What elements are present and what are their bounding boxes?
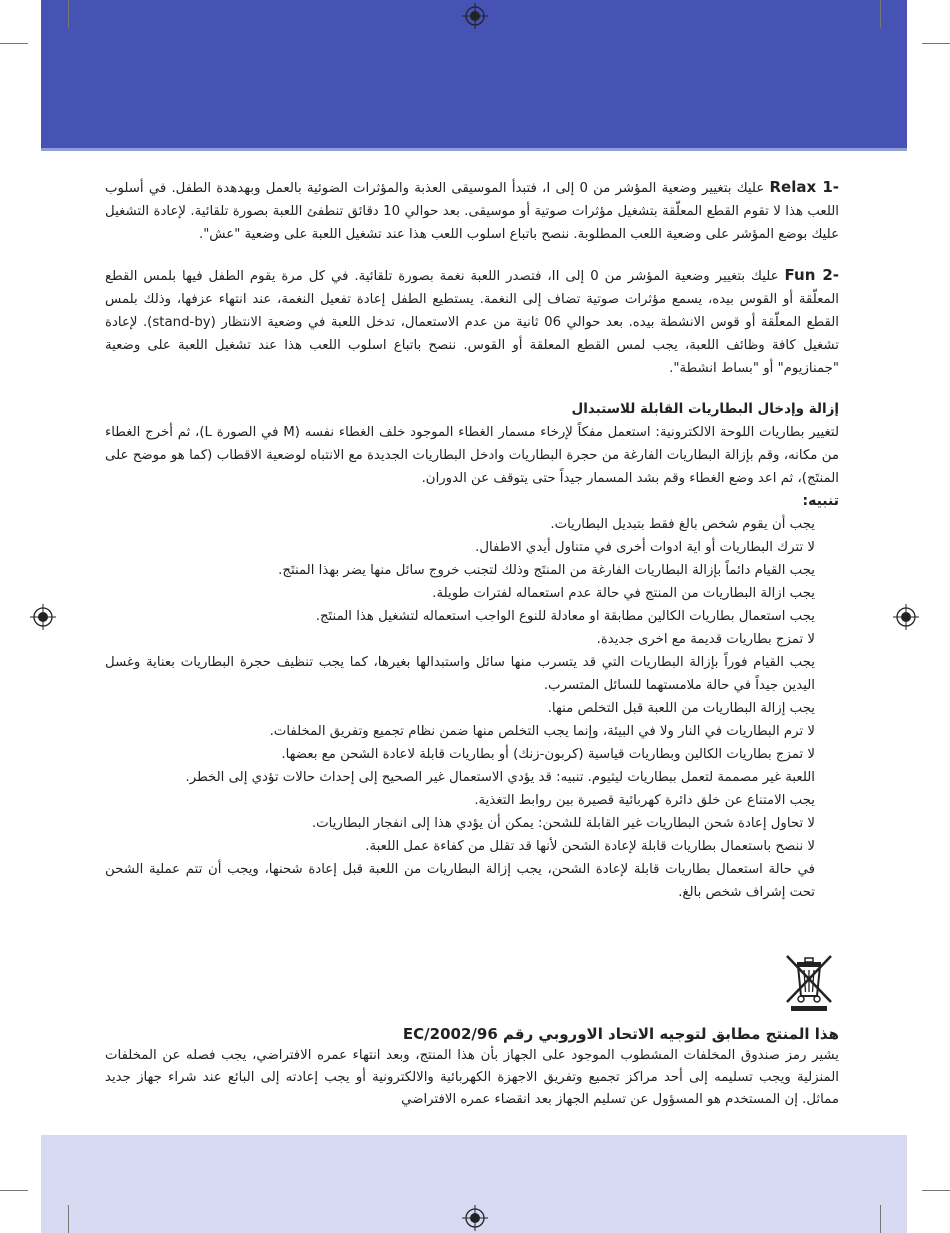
warning-item: لا ترم البطاريات في النار ولا في البيئة، وإنما يجب التخلص منها ضمن نظام تجميع وتفريق المخلفات. [269, 724, 815, 739]
warning-item: يجب القيام دائماً بإزالة البطاريات الفارغة من المنتَج وذلك لتجنب خروج سائل منها يضر بهذا المنتَج. [278, 563, 815, 578]
crop-mark [880, 1205, 881, 1233]
crop-mark [880, 0, 881, 28]
battery-instructions: لتغيير بطاريات اللوحة الالكترونية: استعمل مفكاً لإرخاء مسمار الغطاء الموجود خلف الغطاء نفسه (M في الصورة L)، ثم أخرج الغطاء من مكانه، وقم بإزالة البطاريات الفارغة من حجرة البطاريات وادخل البطاريات الجديدة مع الانتباه لوضعية الاقطاب (كما هو موضح على المنتَج)، ثم اعد وضع الغطاء وقم بشد المسمار جيداً حتى يتوقف عن الدوران. [105, 425, 839, 486]
warning-item: لا تمزج بطاريات الكالين وبطاريات قياسية (كربون-زنك) أو بطاريات قابلة لاعادة الشحن مع بعضها. [281, 747, 815, 762]
weee-text: يشير رمز صندوق المخلفات المشطوب الموجود على الجهاز بأن هذا المنتج، وبعد انتهاء عمره الافتراضي، يجب فصله عن المخلفات المنزلية ويجب تسليمه إلى أحد مراكز تجميع وتفريق الاجهزة الكهربائية والالكترونية أو يجب إعادته إلى البائع عند شراء جهاز جديد مماثل. إن المستخدم هو المسؤول عن تسليم الجهاز بعد انقضاء عمره الافتراضي [105, 1048, 839, 1107]
registration-mark-icon [462, 3, 488, 29]
fun-mode-lead: Fun 2- [784, 266, 839, 284]
battery-heading: إزالة وإدخال البطاريات القابلة للاستبدال [571, 401, 839, 417]
fun-mode-text: عليك بتغيير وضعية المؤشر من 0 إلى II، فتصدر اللعبة نغمة بصورة تلقائية. في كل مرة يقوم الطفل فيها بلمس القطع المعلّقة أو القوس بيده، يسمع مؤثرات صوتية تضاف إلى النغمة. يستطيع الطفل إعادة تفعيل النغمة، عند انتهاء عزفها، وذلك بلمس القطع المعلّقة أو قوس الانشطة بيده. بعد حوالي 06 ثانية من عدم الاستعمال، تدخل اللعبة في وضعية الانتظار (stand-by). لإعادة تشغيل كافة وظائف اللعبة، يجب لمس القطع المعلقة أو القوس. ننصح باتباع اسلوب اللعب هذا عند تشغيل اللعبة على وضعية "جمنازيوم" أو "بساط انشطة". [105, 269, 839, 376]
warning-item: يجب الامتناع عن خلق دائرة كهربائية قصيرة بين روابط التغذية. [474, 793, 815, 808]
crossed-out-bin-icon [783, 954, 835, 1012]
weee-title: هذا المنتج مطابق لتوجيه الاتحاد الاوروبي رقم 2002/96/EC [402, 1025, 839, 1043]
warning-item: لا تمزج بطاريات قديمة مع اخرى جديدة. [596, 632, 815, 647]
crop-mark [68, 1205, 69, 1233]
warning-item: اللعبة غير مصممة لتعمل ببطاريات ليثيوم. تنبيه: قد يؤدي الاستعمال غير الصحيح إلى إحداث حالات تؤدي إلى الخطر. [185, 770, 815, 785]
warning-item: في حالة استعمال بطاريات قابلة لإعادة الشحن، يجب إزالة البطاريات من اللعبة قبل إعادة شحنها، ويجب أن تتم عملية الشحن تحت إشراف شخص بالغ. [105, 862, 815, 900]
warning-item: لا تحاول إعادة شحن البطاريات غير القابلة للشحن: يمكن أن يؤدي هذا إلى انفجار البطاريات. [311, 816, 815, 831]
crop-mark [922, 43, 950, 44]
crop-mark [0, 43, 28, 44]
crop-mark [922, 1190, 950, 1191]
warning-item: يجب أن يقوم شخص بالغ فقط بتبديل البطاريات. [550, 517, 815, 532]
warning-item: لا تترك البطاريات أو اية ادوات أخرى في متناول أيدي الاطفال. [475, 540, 815, 555]
crop-mark [68, 0, 69, 28]
warning-item: يجب القيام فوراً بإزالة البطاريات التي قد يتسرب منها سائل واستبدالها بغيرها، كما يجب تنظيف حجرة البطاريات بعناية وغسل اليدين جيداً في حالة ملامستهما للسائل المتسرب. [105, 655, 815, 693]
relax-mode-text: عليك بتغيير وضعية المؤشر من 0 إلى I، فتبدأ الموسيقى العذبة والمؤثرات الضوئية بالعمل وبهدهدة الطفل. في أسلوب اللعب هذا لا تقوم القطع المعلّقة بتشغيل مؤثرات صوتية أو موسيقى. بعد حوالي 10 دقائق تنطفئ اللعبة بصورة تلقائية. لإعادة التشغيل عليك بوضع المؤشر على وضعية اللعب المطلوبة. ننصح باتباع اسلوب اللعب هذا عند تشغيل اللعبة على وضعية "عش". [105, 181, 839, 242]
relax-mode-lead: Relax 1- [769, 178, 839, 196]
warning-list [105, 513, 839, 904]
warning-item: يجب استعمال بطاريات الكالين مطابقة او معادلة للنوع الواجب استعماله لتشغيل هذا المنتَج. [315, 609, 815, 624]
crop-mark [0, 1190, 28, 1191]
registration-mark-icon [30, 604, 56, 630]
main-content [105, 176, 839, 904]
warning-item: يجب ازالة البطاريات من المنتج في حالة عدم استعماله لفترات طويلة. [432, 586, 815, 601]
relax-mode-paragraph [105, 176, 839, 246]
warning-title: تنبيه: [802, 493, 839, 509]
registration-mark-icon [462, 1205, 488, 1231]
warning-item: يجب إزالة البطاريات من اللعبة قبل التخلص منها. [547, 701, 815, 716]
fun-mode-paragraph [105, 264, 839, 380]
warning-item: لا ننصح باستعمال بطاريات قابلة لإعادة الشحن لأنها قد تقلل من كفاءة عمل اللعبة. [365, 839, 815, 854]
registration-mark-icon [893, 604, 919, 630]
